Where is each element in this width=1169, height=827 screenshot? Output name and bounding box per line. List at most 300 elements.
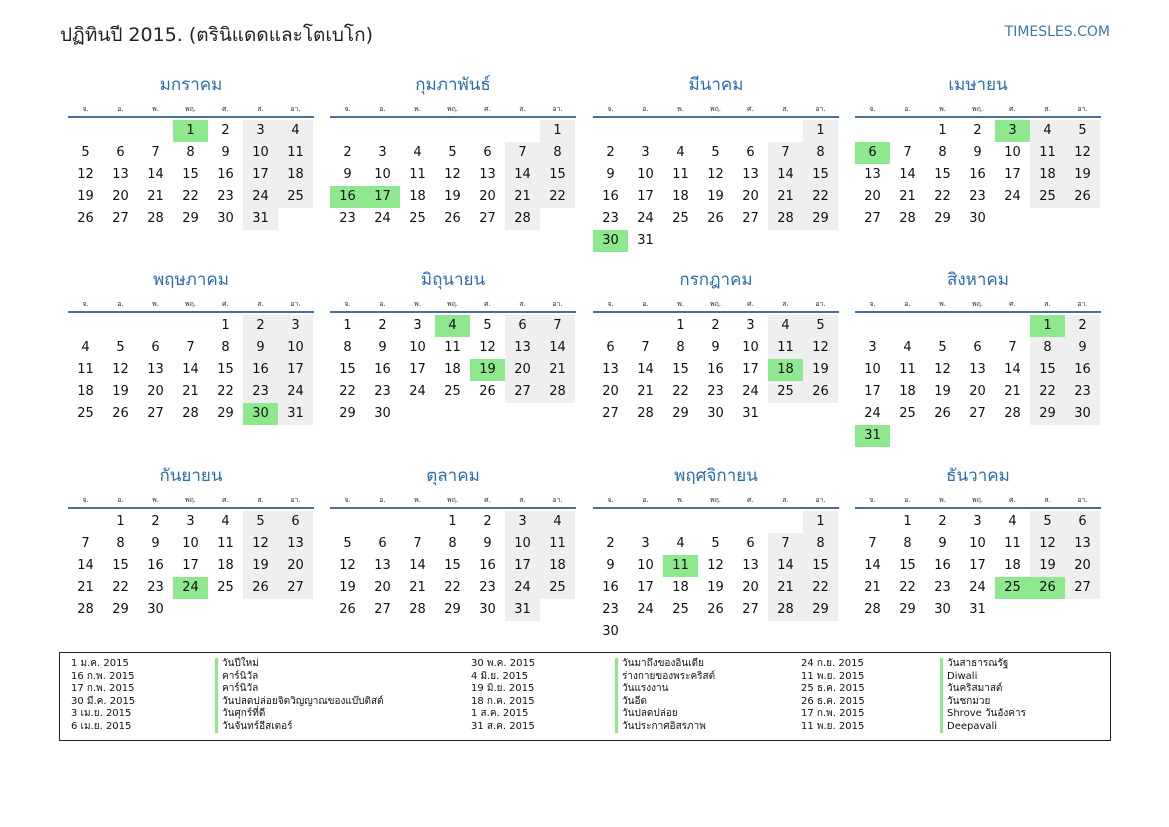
site-link[interactable]: TIMESLES.COM	[1004, 24, 1110, 40]
day-cell: 10	[969, 536, 986, 551]
weekday-label: ส.	[1044, 496, 1051, 504]
day-cell: 1	[676, 318, 685, 333]
day-cell: 25	[672, 602, 689, 617]
month-name: สิงหาคม	[946, 270, 1009, 290]
weekday-label: ส.	[257, 300, 264, 308]
day-cell: 12	[77, 167, 94, 182]
holiday-day-cell: 3	[995, 120, 1030, 142]
day-cell: 4	[676, 145, 685, 160]
weekday-label: ศ.	[747, 496, 754, 504]
day-cell: 14	[768, 555, 803, 577]
weekday-label: ส.	[519, 105, 526, 113]
day-cell: 25	[672, 211, 689, 226]
day-cell: 18	[444, 362, 461, 377]
day-cell: 16	[374, 362, 391, 377]
weekday-label: ส.	[1044, 105, 1051, 113]
empty-cell	[173, 315, 208, 337]
holiday-day-cell: 1	[173, 120, 208, 142]
day-cell: 8	[343, 340, 352, 355]
day-cell: 10	[1004, 145, 1021, 160]
month-block	[855, 265, 1101, 447]
day-cell: 7	[540, 315, 575, 337]
weekday-header	[68, 295, 314, 313]
day-cell: 31	[742, 406, 759, 421]
day-cell: 16	[934, 558, 951, 573]
day-cell: 10	[742, 340, 759, 355]
day-cell: 10	[182, 536, 199, 551]
weekday-label: อา.	[1077, 300, 1088, 308]
day-cell: 27	[112, 211, 129, 226]
day-cell: 3	[278, 315, 313, 337]
day-cell: 5	[711, 145, 720, 160]
day-cell: 24	[409, 384, 426, 399]
holiday-date: 31 ส.ค. 2015	[471, 720, 535, 732]
day-cell: 4	[540, 511, 575, 533]
day-cell: 21	[768, 577, 803, 599]
day-cell: 3	[868, 340, 877, 355]
day-cell: 20	[1065, 555, 1100, 577]
weekday-label: ส.	[782, 105, 789, 113]
day-cell: 16	[479, 558, 496, 573]
weekday-label: อ.	[904, 105, 911, 113]
day-cell: 8	[1030, 337, 1065, 359]
day-cell: 7	[641, 340, 650, 355]
weekday-label: พ.	[152, 105, 159, 113]
day-cell: 17	[1004, 167, 1021, 182]
weekday-label: พ.	[414, 105, 421, 113]
holiday-date-column	[471, 658, 535, 733]
month-name: เมษายน	[948, 75, 1008, 95]
day-cell: 24	[742, 384, 759, 399]
day-cell: 23	[602, 602, 619, 617]
weekday-header	[593, 100, 839, 118]
weekday-label: พ.	[939, 300, 946, 308]
holiday-name: วันสาธารณรัฐ	[940, 658, 1026, 671]
day-cell: 30	[147, 602, 164, 617]
day-cell: 17	[969, 558, 986, 573]
day-cell: 23	[969, 189, 986, 204]
day-cell: 3	[746, 318, 755, 333]
day-cell: 29	[182, 211, 199, 226]
days-grid	[330, 511, 576, 621]
weekday-header	[68, 100, 314, 118]
days-grid	[593, 511, 839, 643]
day-cell: 29	[934, 211, 951, 226]
holiday-name-column	[615, 658, 715, 733]
day-cell: 7	[868, 536, 877, 551]
day-cell: 13	[479, 167, 496, 182]
day-cell: 17	[864, 384, 881, 399]
day-cell: 27	[479, 211, 496, 226]
empty-cell	[698, 511, 733, 533]
weekday-label: อา.	[1077, 496, 1088, 504]
day-cell: 15	[803, 164, 838, 186]
day-cell: 9	[973, 145, 982, 160]
days-grid	[593, 120, 839, 252]
day-cell: 25	[217, 580, 234, 595]
day-cell: 26	[1065, 186, 1100, 208]
day-cell: 2	[606, 536, 615, 551]
weekday-label: ศ.	[222, 496, 229, 504]
day-cell: 15	[339, 362, 356, 377]
day-cell: 23	[1065, 381, 1100, 403]
day-cell: 25	[1030, 186, 1065, 208]
weekday-label: อา.	[290, 496, 301, 504]
month-block	[855, 461, 1101, 621]
day-cell: 16	[217, 167, 234, 182]
day-cell: 22	[934, 189, 951, 204]
day-cell: 12	[1065, 142, 1100, 164]
weekday-label: ศ.	[484, 496, 491, 504]
weekday-label: พ.	[939, 105, 946, 113]
day-cell: 27	[147, 406, 164, 421]
day-cell: 8	[903, 536, 912, 551]
day-cell: 19	[1030, 555, 1065, 577]
day-cell: 23	[934, 580, 951, 595]
holiday-date: 3 เม.ย. 2015	[71, 708, 132, 719]
day-cell: 20	[742, 189, 759, 204]
day-cell: 12	[1030, 533, 1065, 555]
day-cell: 12	[479, 340, 496, 355]
day-cell: 24	[864, 406, 881, 421]
weekday-label: ศ.	[1009, 496, 1016, 504]
day-cell: 17	[742, 362, 759, 377]
day-cell: 26	[803, 381, 838, 403]
holiday-date: 30 มี.ค. 2015	[71, 695, 136, 707]
holiday-day-cell: 24	[173, 577, 208, 599]
weekday-label: อ.	[642, 105, 649, 113]
month-block	[855, 70, 1101, 230]
day-cell: 19	[707, 580, 724, 595]
day-cell: 10	[409, 340, 426, 355]
day-cell: 27	[1065, 577, 1100, 599]
holiday-name: วันปลดปล่อยจิตวิญญาณของแบ๊บติสต์	[215, 696, 384, 709]
weekday-label: ศ.	[484, 300, 491, 308]
day-cell: 9	[938, 536, 947, 551]
day-cell: 14	[77, 558, 94, 573]
day-cell: 30	[217, 211, 234, 226]
holiday-date: 26 ธ.ค. 2015	[801, 695, 865, 707]
day-cell: 28	[899, 211, 916, 226]
day-cell: 28	[864, 602, 881, 617]
weekday-label: อา.	[1077, 105, 1088, 113]
day-cell: 22	[540, 186, 575, 208]
day-cell: 10	[505, 533, 540, 555]
empty-cell	[593, 511, 628, 533]
empty-cell	[995, 315, 1030, 337]
day-cell: 12	[112, 362, 129, 377]
holiday-date: 30 พ.ค. 2015	[471, 658, 536, 669]
day-cell: 23	[479, 580, 496, 595]
day-cell: 4	[768, 315, 803, 337]
day-cell: 20	[112, 189, 129, 204]
weekday-label: อ.	[379, 496, 386, 504]
empty-cell	[855, 511, 890, 533]
day-cell: 14	[1004, 362, 1021, 377]
weekday-label: จ.	[82, 300, 89, 308]
day-cell: 18	[1004, 558, 1021, 573]
day-cell: 21	[637, 384, 654, 399]
day-cell: 18	[540, 555, 575, 577]
day-cell: 31	[637, 233, 654, 248]
day-cell: 12	[339, 558, 356, 573]
day-cell: 8	[938, 145, 947, 160]
day-cell: 18	[217, 558, 234, 573]
month-name: กรกฎาคม	[679, 270, 753, 290]
day-cell: 7	[81, 536, 90, 551]
day-cell: 15	[803, 555, 838, 577]
empty-cell	[593, 120, 628, 142]
day-cell: 10	[374, 167, 391, 182]
day-cell: 6	[278, 511, 313, 533]
day-cell: 17	[278, 359, 313, 381]
day-cell: 12	[243, 533, 278, 555]
day-cell: 9	[606, 558, 615, 573]
weekday-label: พ.	[152, 300, 159, 308]
day-cell: 20	[505, 359, 540, 381]
weekday-label: พ.	[152, 496, 159, 504]
day-cell: 21	[77, 580, 94, 595]
day-cell: 7	[768, 533, 803, 555]
weekday-header	[330, 295, 576, 313]
day-cell: 31	[278, 403, 313, 425]
day-cell: 1	[540, 120, 575, 142]
empty-cell	[925, 315, 960, 337]
holiday-day-cell: 17	[365, 186, 400, 208]
day-cell: 27	[742, 211, 759, 226]
weekday-label: อา.	[815, 105, 826, 113]
day-cell: 7	[768, 142, 803, 164]
day-cell: 18	[672, 189, 689, 204]
day-cell: 4	[81, 340, 90, 355]
day-cell: 11	[768, 337, 803, 359]
day-cell: 17	[637, 580, 654, 595]
day-cell: 1	[938, 123, 947, 138]
weekday-label: จ.	[869, 496, 876, 504]
day-cell: 10	[864, 362, 881, 377]
day-cell: 18	[899, 384, 916, 399]
holiday-date: 11 พ.ย. 2015	[801, 670, 865, 682]
day-cell: 27	[969, 406, 986, 421]
empty-cell	[68, 511, 103, 533]
holiday-date: 1 ส.ค. 2015	[471, 708, 529, 719]
day-cell: 12	[707, 558, 724, 573]
day-cell: 13	[505, 337, 540, 359]
weekday-label: อ.	[904, 496, 911, 504]
day-cell: 1	[116, 514, 125, 529]
day-cell: 25	[768, 381, 803, 403]
day-cell: 15	[540, 164, 575, 186]
holiday-name-column	[940, 658, 1026, 733]
empty-cell	[68, 120, 103, 142]
holiday-name: วันศุกร์ที่ดี	[215, 708, 384, 721]
empty-cell	[593, 315, 628, 337]
day-cell: 9	[1065, 337, 1100, 359]
day-cell: 11	[217, 536, 234, 551]
day-cell: 28	[768, 599, 803, 621]
empty-cell	[855, 120, 890, 142]
day-cell: 16	[602, 189, 619, 204]
day-cell: 28	[637, 406, 654, 421]
day-cell: 2	[343, 145, 352, 160]
weekday-label: พฤ.	[971, 496, 984, 504]
day-cell: 11	[1030, 142, 1065, 164]
weekday-label: พ.	[414, 496, 421, 504]
weekday-label: ศ.	[747, 105, 754, 113]
holiday-day-cell: 30	[243, 403, 278, 425]
day-cell: 7	[413, 536, 422, 551]
day-cell: 29	[217, 406, 234, 421]
day-cell: 18	[278, 164, 313, 186]
day-cell: 19	[444, 189, 461, 204]
day-cell: 13	[742, 558, 759, 573]
empty-cell	[628, 120, 663, 142]
day-cell: 18	[77, 384, 94, 399]
day-cell: 8	[186, 145, 195, 160]
holiday-date: 1 ม.ค. 2015	[71, 658, 129, 669]
day-cell: 24	[1004, 189, 1021, 204]
day-cell: 30	[602, 624, 619, 639]
day-cell: 14	[182, 362, 199, 377]
empty-cell	[138, 120, 173, 142]
page-title: ปฏิทินปี 2015. (ตรินิแดดและโตเบโก)	[60, 24, 374, 46]
day-cell: 11	[77, 362, 94, 377]
month-name: มีนาคม	[688, 75, 744, 95]
day-cell: 13	[112, 167, 129, 182]
day-cell: 9	[711, 340, 720, 355]
holiday-name: Diwali	[940, 671, 1026, 684]
holiday-name: ร่างกายของพระคริสต์	[615, 671, 715, 684]
weekday-label: ส.	[519, 300, 526, 308]
day-cell: 3	[186, 514, 195, 529]
day-cell: 12	[707, 167, 724, 182]
day-cell: 17	[505, 555, 540, 577]
day-cell: 3	[243, 120, 278, 142]
weekday-label: พฤ.	[446, 300, 459, 308]
holiday-name: วันคริสมาสต์	[940, 683, 1026, 696]
day-cell: 22	[217, 384, 234, 399]
month-name: พฤศจิกายน	[674, 466, 758, 486]
empty-cell	[855, 315, 890, 337]
holiday-name: Shrove วันอังคาร	[940, 708, 1026, 721]
weekday-label: จ.	[344, 300, 351, 308]
day-cell: 16	[969, 167, 986, 182]
day-cell: 26	[243, 577, 278, 599]
day-cell: 6	[483, 145, 492, 160]
empty-cell	[768, 511, 803, 533]
day-cell: 20	[969, 384, 986, 399]
weekday-label: จ.	[82, 105, 89, 113]
day-cell: 2	[1065, 315, 1100, 337]
day-cell: 1	[903, 514, 912, 529]
day-cell: 20	[602, 384, 619, 399]
day-cell: 20	[374, 580, 391, 595]
day-cell: 5	[448, 145, 457, 160]
day-cell: 13	[602, 362, 619, 377]
weekday-label: อา.	[290, 105, 301, 113]
day-cell: 19	[77, 189, 94, 204]
day-cell: 10	[637, 558, 654, 573]
day-cell: 28	[505, 208, 540, 230]
empty-cell	[330, 120, 365, 142]
empty-cell	[628, 315, 663, 337]
holiday-day-cell: 26	[1030, 577, 1065, 599]
day-cell: 13	[969, 362, 986, 377]
holiday-day-cell: 11	[663, 555, 698, 577]
day-cell: 31	[243, 208, 278, 230]
weekday-label: ศ.	[484, 105, 491, 113]
holiday-name: วันปลดปล่อย	[615, 708, 715, 721]
day-cell: 6	[606, 340, 615, 355]
month-block	[330, 70, 576, 230]
day-cell: 28	[1004, 406, 1021, 421]
weekday-label: ศ.	[747, 300, 754, 308]
day-cell: 11	[1004, 536, 1021, 551]
day-cell: 15	[182, 167, 199, 182]
days-grid	[855, 120, 1101, 230]
weekday-label: พฤ.	[184, 105, 197, 113]
day-cell: 26	[77, 211, 94, 226]
holiday-name: วันแรงงาน	[615, 683, 715, 696]
day-cell: 22	[182, 189, 199, 204]
holiday-day-cell: 31	[855, 425, 890, 447]
day-cell: 29	[899, 602, 916, 617]
empty-cell	[400, 511, 435, 533]
day-cell: 24	[505, 577, 540, 599]
weekday-header	[330, 491, 576, 509]
day-cell: 29	[1030, 403, 1065, 425]
holiday-date-column	[71, 658, 135, 733]
day-cell: 2	[938, 514, 947, 529]
day-cell: 20	[864, 189, 881, 204]
day-cell: 12	[444, 167, 461, 182]
day-cell: 10	[637, 167, 654, 182]
day-cell: 23	[374, 384, 391, 399]
day-cell: 31	[969, 602, 986, 617]
day-cell: 23	[147, 580, 164, 595]
day-cell: 2	[151, 514, 160, 529]
day-cell: 8	[676, 340, 685, 355]
month-block	[68, 70, 314, 230]
weekday-label: พ.	[939, 496, 946, 504]
holiday-date: 6 เม.ย. 2015	[71, 720, 132, 732]
day-cell: 5	[1065, 120, 1100, 142]
day-cell: 16	[1065, 359, 1100, 381]
weekday-label: อ.	[117, 105, 124, 113]
day-cell: 1	[221, 318, 230, 333]
day-cell: 6	[1065, 511, 1100, 533]
day-cell: 14	[505, 164, 540, 186]
holiday-date: 16 ก.พ. 2015	[71, 670, 135, 682]
day-cell: 7	[505, 142, 540, 164]
month-name: มิถุนายน	[420, 270, 486, 290]
day-cell: 16	[602, 580, 619, 595]
day-cell: 14	[637, 362, 654, 377]
holiday-day-cell: 30	[593, 230, 628, 252]
month-block	[68, 461, 314, 621]
day-cell: 7	[903, 145, 912, 160]
day-cell: 6	[378, 536, 387, 551]
day-cell: 10	[243, 142, 278, 164]
days-grid	[593, 315, 839, 425]
weekday-label: พฤ.	[184, 496, 197, 504]
weekday-label: อา.	[552, 105, 563, 113]
day-cell: 30	[479, 602, 496, 617]
day-cell: 18	[672, 580, 689, 595]
day-cell: 5	[483, 318, 492, 333]
day-cell: 22	[444, 580, 461, 595]
day-cell: 21	[147, 189, 164, 204]
